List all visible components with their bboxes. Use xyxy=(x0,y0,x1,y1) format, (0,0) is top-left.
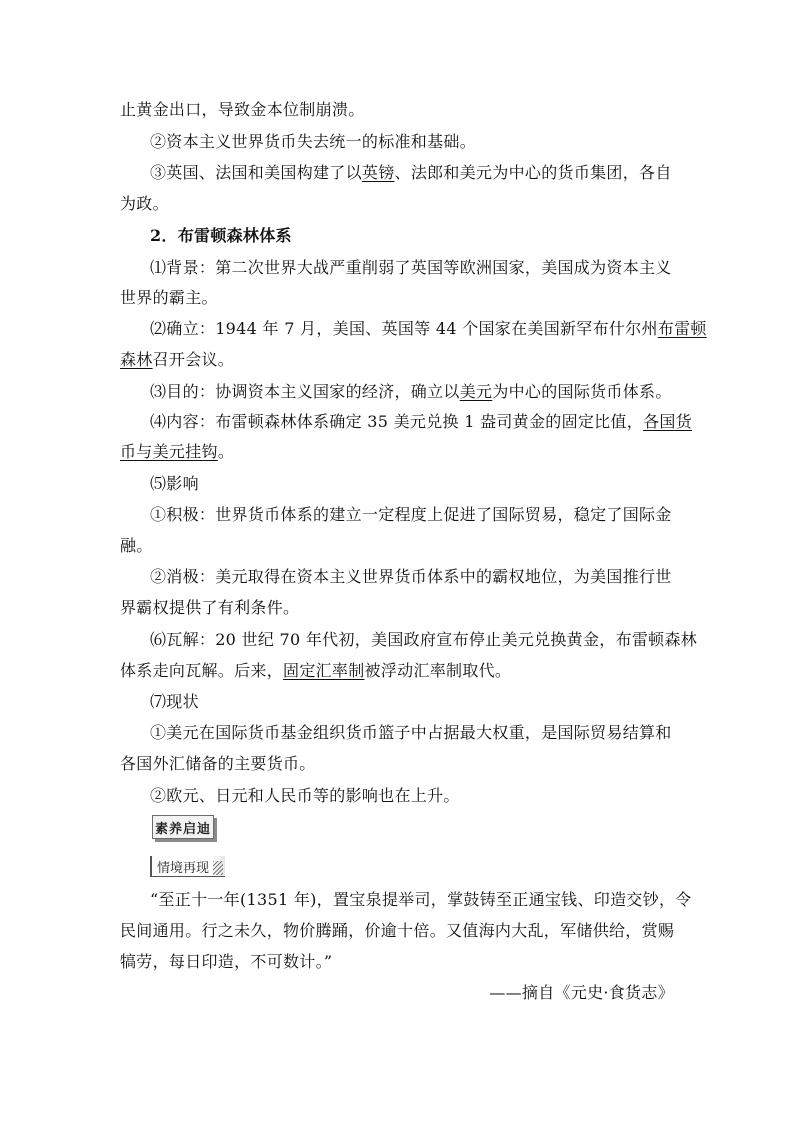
badge-label: 素养启迪 xyxy=(154,821,211,837)
text-span: ②欧元、日元和人民币等的影响也在上升。 xyxy=(150,786,460,805)
text-span: 民间通用。行之未久，物价腾踊，价逾十倍。又值海内大乱，军储供给，赏赐 xyxy=(120,921,675,940)
text-line xyxy=(120,285,680,308)
section-tag-label: 情境再现 xyxy=(157,860,210,876)
quote-line xyxy=(150,887,710,910)
text-line xyxy=(150,409,710,432)
text-span: ③英国、法国和美国构建了以 xyxy=(150,163,362,182)
section-tag xyxy=(150,856,225,877)
text-span: ⑶目的：协调资本主义国家的经济，确立以 xyxy=(150,382,460,401)
underlined-term: 布雷顿 xyxy=(657,319,707,338)
text-line xyxy=(150,471,710,494)
text-span: 融。 xyxy=(120,536,153,555)
text-line xyxy=(150,502,710,525)
section-heading xyxy=(150,223,710,246)
underlined-term: 英镑 xyxy=(361,163,395,182)
text-span: 被浮动汇率制取代。 xyxy=(364,661,512,680)
text-line xyxy=(150,689,710,712)
text-line xyxy=(120,191,680,214)
text-span: ⑺现状 xyxy=(150,692,199,711)
text-span: ②消极：美元取得在资本主义世界货币体系中的霸权地位，为美国推行世 xyxy=(150,567,672,586)
text-line xyxy=(150,783,710,806)
text-line xyxy=(120,595,680,618)
quote-line xyxy=(120,918,680,941)
text-span: 。 xyxy=(217,442,235,461)
text-span: 为政。 xyxy=(120,194,169,213)
text-span: ⑸影响 xyxy=(150,474,199,493)
text-span: 世界的霸主。 xyxy=(120,288,218,307)
text-line xyxy=(150,564,710,587)
text-line xyxy=(120,751,680,774)
text-line xyxy=(120,533,680,556)
text-line xyxy=(150,316,710,339)
text-span: 犒劳，每日印造，不可数计。” xyxy=(120,952,333,971)
text-line xyxy=(150,720,710,743)
text-line xyxy=(150,255,710,278)
text-span: ⑵确立：1944 年 7 月，美国、英国等 44 个国家在美国新罕布什尔州 xyxy=(150,319,658,338)
underlined-term: 森林 xyxy=(120,350,153,369)
text-span: ②资本主义世界货币失去统一的标准和基础。 xyxy=(150,132,477,151)
text-line xyxy=(120,347,680,370)
text-line xyxy=(120,658,680,681)
text-span: ①美元在国际货币基金组织货币篮子中占据最大权重，是国际贸易结算和 xyxy=(150,723,672,742)
text-span: 体系走向瓦解。后来， xyxy=(120,661,284,680)
text-span: ⑹瓦解：20 世纪 70 年代初，美国政府宣布停止美元兑换黄金，布雷顿森林 xyxy=(150,630,698,649)
text-span: 为中心的国际货币体系。 xyxy=(492,382,672,401)
underlined-term: 各国货 xyxy=(643,412,692,431)
text-line xyxy=(150,627,710,650)
underlined-term: 币与美元挂钩 xyxy=(120,442,218,461)
text-span: ——摘自《元史·食货志》 xyxy=(489,983,674,1002)
quote-attribution xyxy=(489,980,674,1003)
text-span: ⑴背景：第二次世界大战严重削弱了英国等欧洲国家，美国成为资本主义 xyxy=(150,258,672,277)
text-line xyxy=(120,439,680,462)
text-span: 2．布雷顿森林体系 xyxy=(150,226,292,245)
text-span: 界霸权提供了有利条件。 xyxy=(120,598,300,617)
text-span: 止黄金出口，导致金本位制崩溃。 xyxy=(120,100,365,119)
text-span: ①积极：世界货币体系的建立一定程度上促进了国际贸易，稳定了国际金 xyxy=(150,505,672,524)
underlined-term: 固定汇率制 xyxy=(283,661,365,680)
text-span: 各国外汇储备的主要货币。 xyxy=(120,754,316,773)
quote-line xyxy=(120,949,680,972)
text-span: “至正十一年(1351 年)，置宝泉提举司，掌鼓铸至正通宝钱、印造交钞，令 xyxy=(150,890,692,909)
text-line xyxy=(150,379,710,402)
text-span: 、法郎和美元为中心的货币集团，各自 xyxy=(394,163,672,182)
text-line xyxy=(120,97,680,120)
hatch-decoration xyxy=(213,861,223,875)
text-line xyxy=(150,129,710,152)
text-span: 召开会议。 xyxy=(152,350,235,369)
literacy-badge xyxy=(152,815,214,839)
underlined-term: 美元 xyxy=(459,382,493,401)
text-line xyxy=(150,160,710,183)
text-span: ⑷内容：布雷顿森林体系确定 35 美元兑换 1 盎司黄金的固定比值， xyxy=(150,412,644,431)
